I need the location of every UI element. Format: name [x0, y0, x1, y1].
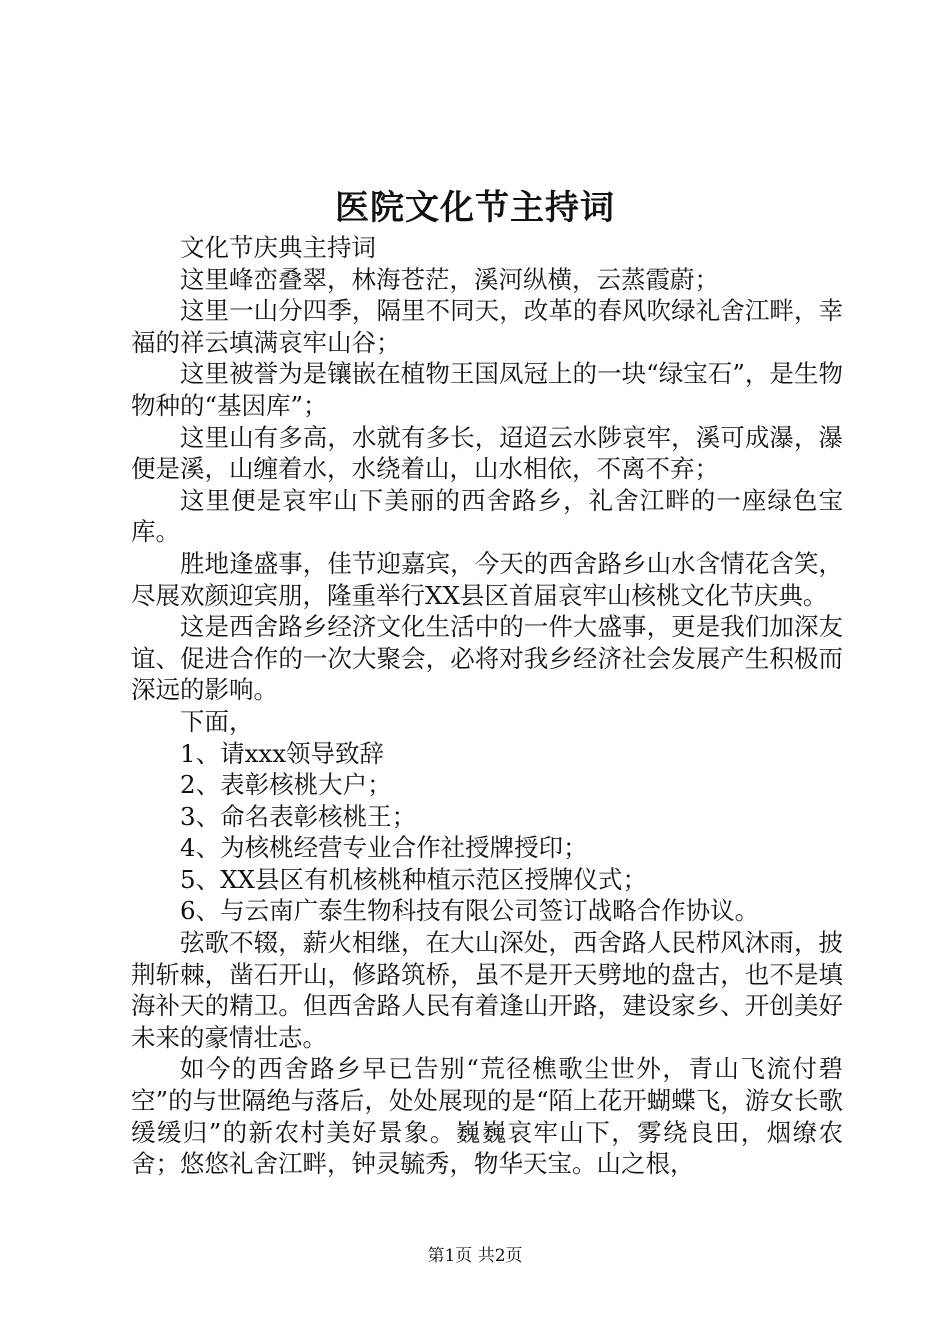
list-item: 1、请xxx领导致辞	[180, 738, 385, 768]
paragraph: 这里峰峦叠翠，林海苍茫，溪河纵横，云蒸霞蔚；	[180, 264, 719, 294]
list-item: 3、命名表彰核桃王；	[180, 801, 417, 831]
paragraph: 胜地逢盛事，佳节迎嘉宾，今天的西舍路乡山水含情花含笑，尽展欢颜迎宾朋，隆重举行XX县区首届哀牢山核桃文化节庆典。	[131, 548, 843, 610]
paragraph: 这里被誉为是镶嵌在植物王国凤冠上的一块“绿宝石”，是生物物种的“基因库”；	[131, 359, 843, 420]
list-item: 5、XX县区有机核桃种植示范区授牌仪式；	[180, 864, 647, 894]
paragraph: 这里山有多高，水就有多长，迢迢云水陟哀牢，溪可成瀑，瀑便是溪，山缠着水，水绕着山，山水相依，不离不弃；	[131, 422, 843, 484]
list-item: 4、为核桃经营专业合作社授牌授印；	[180, 833, 588, 863]
document-body	[131, 232, 843, 1180]
paragraph: 文化节庆典主持词	[180, 233, 376, 262]
paragraph: 这里一山分四季，隔里不同天，改革的春风吹绿礼舍江畔，幸福的祥云填满哀牢山谷；	[131, 296, 843, 357]
list-item: 6、与云南广泰生物科技有限公司签订战略合作协议。	[180, 896, 760, 926]
list-item: 2、表彰核桃大户；	[180, 770, 392, 800]
paragraph: 这是西舍路乡经济文化生活中的一件大盛事，更是我们加深友谊、促进合作的一次大聚会，必将对我乡经济社会发展产生积极而深远的影响。	[131, 612, 843, 705]
paragraph: 如今的西舍路乡早已告别“荒径樵歌尘世外，青山飞流付碧空”的与世隔绝与落后，处处展现的是“陌上花开蝴蝶飞，游女长歌缓缓归”的新农村美好景象。巍巍哀牢山下，雾绕良田，烟缭农舍；悠悠礼舍江畔，钟灵毓秀，物华天宝。山之根，	[131, 1054, 843, 1179]
paragraph: 这里便是哀牢山下美丽的西舍路乡，礼舍江畔的一座绿色宝库。	[131, 485, 843, 547]
page-footer: 第1页 共2页	[427, 1246, 523, 1266]
page-title: 医院文化节主持词	[335, 188, 615, 228]
paragraph: 弦歌不辍，薪火相继，在大山深处，西舍路人民栉风沐雨，披荆斩棘，凿石开山，修路筑桥，虽不是开天劈地的盘古，也不是填海补天的精卫。但西舍路人民有着逢山开路，建设家乡、开创美好未来的豪情壮志。	[131, 928, 843, 1052]
paragraph: 下面，	[180, 706, 254, 736]
